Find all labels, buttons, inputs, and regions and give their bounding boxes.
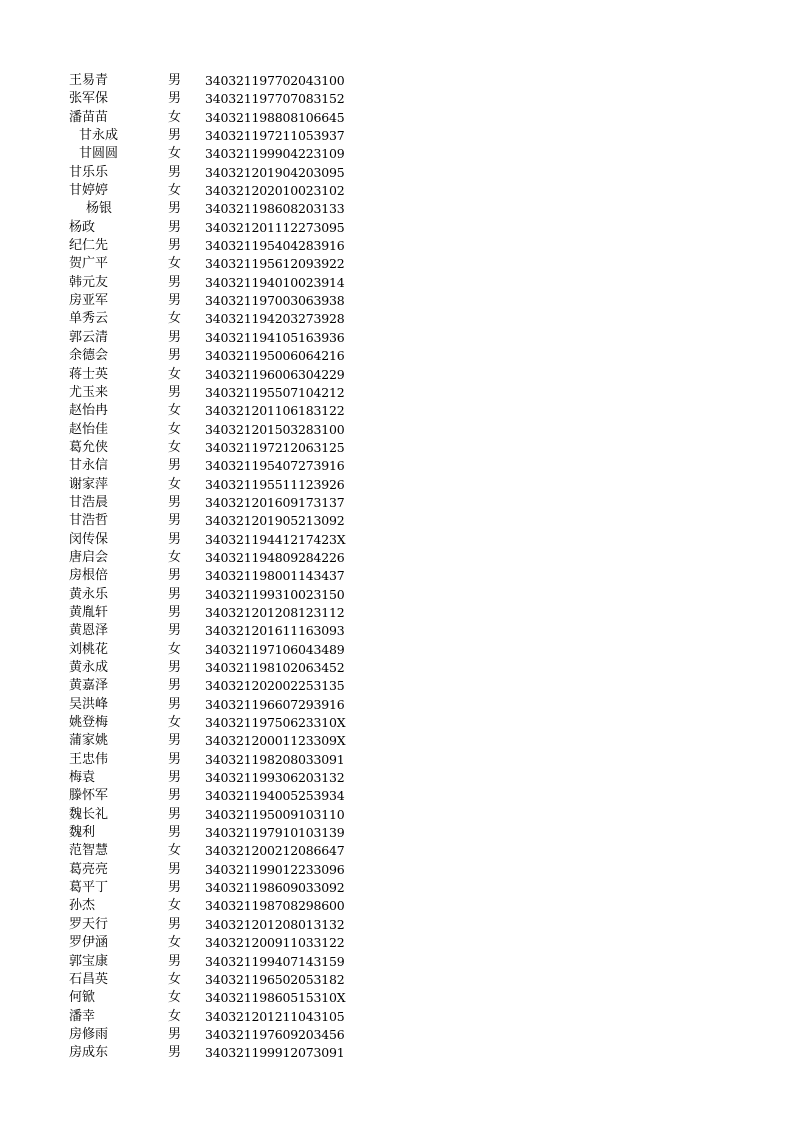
table-row bbox=[0, 806, 793, 824]
id-number-cell: 340321199904223109 bbox=[205, 146, 345, 162]
gender-cell: 女 bbox=[168, 549, 182, 565]
name-cell: 葛允侠 bbox=[69, 439, 109, 455]
table-row bbox=[0, 237, 793, 255]
name-cell: 葛亮亮 bbox=[69, 861, 109, 877]
roster-table bbox=[0, 72, 793, 1063]
table-row bbox=[0, 531, 793, 549]
name-cell: 黄胤轩 bbox=[69, 604, 109, 620]
gender-cell: 女 bbox=[168, 421, 182, 437]
table-row bbox=[0, 512, 793, 530]
gender-cell: 男 bbox=[168, 696, 182, 712]
gender-cell: 男 bbox=[168, 604, 182, 620]
gender-cell: 女 bbox=[168, 1008, 182, 1024]
id-number-cell: 340321198609033092 bbox=[205, 880, 345, 896]
name-cell: 滕怀军 bbox=[69, 788, 109, 804]
id-number-cell: 340321200212086647 bbox=[205, 843, 345, 859]
id-number-cell: 340321199407143159 bbox=[205, 953, 345, 969]
name-cell: 甘婷婷 bbox=[69, 183, 109, 199]
name-cell: 孙杰 bbox=[69, 898, 96, 914]
name-cell: 潘苗苗 bbox=[69, 109, 109, 125]
id-number-cell: 340321199310023150 bbox=[205, 586, 345, 602]
table-row bbox=[0, 567, 793, 585]
id-number-cell: 340321197212063125 bbox=[205, 439, 345, 455]
gender-cell: 女 bbox=[168, 311, 182, 327]
table-row bbox=[0, 127, 793, 145]
name-cell: 贺广平 bbox=[69, 256, 109, 272]
name-cell: 王忠伟 bbox=[69, 751, 109, 767]
name-cell: 甘圆圆 bbox=[79, 146, 119, 162]
gender-cell: 男 bbox=[168, 329, 182, 345]
gender-cell: 男 bbox=[168, 623, 182, 639]
id-number-cell: 340321201106183122 bbox=[205, 403, 345, 419]
table-row bbox=[0, 897, 793, 915]
id-number-cell: 340321194203273928 bbox=[205, 311, 345, 327]
table-row bbox=[0, 971, 793, 989]
name-cell: 蒋士英 bbox=[69, 366, 109, 382]
table-row bbox=[0, 989, 793, 1007]
name-cell: 梅袁 bbox=[69, 770, 96, 786]
table-row bbox=[0, 347, 793, 365]
id-number-cell: 340321202002253135 bbox=[205, 678, 345, 694]
id-number-cell: 340321201503283100 bbox=[205, 421, 345, 437]
table-row bbox=[0, 604, 793, 622]
id-number-cell: 340321201905213092 bbox=[205, 513, 345, 529]
table-row bbox=[0, 219, 793, 237]
name-cell: 杨银 bbox=[86, 201, 113, 217]
name-cell: 房根倍 bbox=[69, 568, 109, 584]
id-number-cell: 340321198808106645 bbox=[205, 109, 345, 125]
gender-cell: 女 bbox=[168, 183, 182, 199]
table-row bbox=[0, 310, 793, 328]
gender-cell: 男 bbox=[168, 916, 182, 932]
gender-cell: 男 bbox=[168, 91, 182, 107]
table-row bbox=[0, 842, 793, 860]
name-cell: 纪仁先 bbox=[69, 238, 109, 254]
id-number-cell: 340321201112273095 bbox=[205, 219, 345, 235]
table-row bbox=[0, 274, 793, 292]
gender-cell: 男 bbox=[168, 201, 182, 217]
gender-cell: 男 bbox=[168, 458, 182, 474]
table-row bbox=[0, 292, 793, 310]
gender-cell: 女 bbox=[168, 898, 182, 914]
name-cell: 刘桃花 bbox=[69, 641, 109, 657]
table-row bbox=[0, 696, 793, 714]
gender-cell: 女 bbox=[168, 146, 182, 162]
gender-cell: 女 bbox=[168, 256, 182, 272]
gender-cell: 女 bbox=[168, 971, 182, 987]
name-cell: 罗天行 bbox=[69, 916, 109, 932]
table-row bbox=[0, 1026, 793, 1044]
table-row bbox=[0, 72, 793, 90]
table-row bbox=[0, 879, 793, 897]
id-number-cell: 340321197003063938 bbox=[205, 293, 345, 309]
gender-cell: 女 bbox=[168, 476, 182, 492]
gender-cell: 男 bbox=[168, 586, 182, 602]
table-row bbox=[0, 549, 793, 567]
id-number-cell: 340321194809284226 bbox=[205, 549, 345, 565]
id-number-cell: 340321198608203133 bbox=[205, 201, 345, 217]
table-row bbox=[0, 366, 793, 384]
name-cell: 罗伊涵 bbox=[69, 935, 109, 951]
id-number-cell: 340321196006304229 bbox=[205, 366, 345, 382]
id-number-cell: 34032119750623310X bbox=[205, 715, 346, 731]
name-cell: 姚登梅 bbox=[69, 715, 109, 731]
id-number-cell: 340321197106043489 bbox=[205, 641, 345, 657]
table-row bbox=[0, 953, 793, 971]
name-cell: 甘永成 bbox=[79, 128, 119, 144]
name-cell: 黄恩泽 bbox=[69, 623, 109, 639]
table-row bbox=[0, 1008, 793, 1026]
name-cell: 王易青 bbox=[69, 73, 109, 88]
gender-cell: 女 bbox=[168, 843, 182, 859]
id-number-cell: 340321202010023102 bbox=[205, 183, 345, 199]
name-cell: 杨政 bbox=[69, 219, 96, 235]
name-cell: 甘乐乐 bbox=[69, 164, 109, 180]
table-row bbox=[0, 861, 793, 879]
name-cell: 何锨 bbox=[69, 990, 96, 1006]
id-number-cell: 340321195507104212 bbox=[205, 384, 345, 400]
gender-cell: 女 bbox=[168, 641, 182, 657]
table-row bbox=[0, 677, 793, 695]
table-row bbox=[0, 476, 793, 494]
table-row bbox=[0, 439, 793, 457]
id-number-cell: 340321195511123926 bbox=[205, 476, 345, 492]
gender-cell: 男 bbox=[168, 513, 182, 529]
gender-cell: 女 bbox=[168, 403, 182, 419]
name-cell: 石昌英 bbox=[69, 971, 109, 987]
gender-cell: 男 bbox=[168, 73, 182, 88]
id-number-cell: 340321195407273916 bbox=[205, 458, 345, 474]
name-cell: 房亚军 bbox=[69, 293, 109, 309]
name-cell: 单秀云 bbox=[69, 311, 109, 327]
id-number-cell: 340321198708298600 bbox=[205, 898, 345, 914]
gender-cell: 男 bbox=[168, 1045, 182, 1061]
gender-cell: 男 bbox=[168, 128, 182, 144]
id-number-cell: 340321194010023914 bbox=[205, 274, 345, 290]
table-row bbox=[0, 622, 793, 640]
gender-cell: 男 bbox=[168, 678, 182, 694]
name-cell: 房修雨 bbox=[69, 1026, 109, 1042]
name-cell: 甘浩晨 bbox=[69, 494, 109, 510]
id-number-cell: 340321201904203095 bbox=[205, 164, 345, 180]
gender-cell: 男 bbox=[168, 825, 182, 841]
name-cell: 甘浩哲 bbox=[69, 513, 109, 529]
id-number-cell: 340321200911033122 bbox=[205, 935, 345, 951]
gender-cell: 男 bbox=[168, 531, 182, 547]
table-row bbox=[0, 586, 793, 604]
table-row bbox=[0, 182, 793, 200]
gender-cell: 女 bbox=[168, 935, 182, 951]
name-cell: 房成东 bbox=[69, 1045, 109, 1061]
gender-cell: 男 bbox=[168, 751, 182, 767]
id-number-cell: 340321198001143437 bbox=[205, 568, 345, 584]
id-number-cell: 340321199012233096 bbox=[205, 861, 345, 877]
name-cell: 余德会 bbox=[69, 348, 109, 364]
id-number-cell: 340321197910103139 bbox=[205, 825, 345, 841]
table-row bbox=[0, 457, 793, 475]
gender-cell: 男 bbox=[168, 733, 182, 749]
table-row bbox=[0, 145, 793, 163]
gender-cell: 男 bbox=[168, 238, 182, 254]
id-number-cell: 34032119441217423X bbox=[205, 531, 346, 547]
gender-cell: 男 bbox=[168, 953, 182, 969]
table-row bbox=[0, 109, 793, 127]
gender-cell: 男 bbox=[168, 164, 182, 180]
id-number-cell: 340321197609203456 bbox=[205, 1026, 345, 1042]
gender-cell: 女 bbox=[168, 366, 182, 382]
table-row bbox=[0, 164, 793, 182]
table-row bbox=[0, 641, 793, 659]
id-number-cell: 340321195009103110 bbox=[205, 806, 345, 822]
id-number-cell: 340321197702043100 bbox=[205, 73, 345, 88]
gender-cell: 男 bbox=[168, 274, 182, 290]
table-row bbox=[0, 384, 793, 402]
id-number-cell: 340321196607293916 bbox=[205, 696, 345, 712]
name-cell: 黄永乐 bbox=[69, 586, 109, 602]
id-number-cell: 340321199306203132 bbox=[205, 770, 345, 786]
name-cell: 谢家萍 bbox=[69, 476, 109, 492]
table-row bbox=[0, 714, 793, 732]
name-cell: 范智慧 bbox=[69, 843, 109, 859]
id-number-cell: 340321198208033091 bbox=[205, 751, 345, 767]
id-number-cell: 340321194005253934 bbox=[205, 788, 345, 804]
id-number-cell: 340321197211053937 bbox=[205, 128, 345, 144]
name-cell: 郭云清 bbox=[69, 329, 109, 345]
id-number-cell: 340321201211043105 bbox=[205, 1008, 345, 1024]
gender-cell: 男 bbox=[168, 770, 182, 786]
table-row bbox=[0, 402, 793, 420]
table-row bbox=[0, 787, 793, 805]
table-row bbox=[0, 329, 793, 347]
gender-cell: 女 bbox=[168, 439, 182, 455]
table-row bbox=[0, 769, 793, 787]
gender-cell: 男 bbox=[168, 788, 182, 804]
table-row bbox=[0, 200, 793, 218]
id-number-cell: 340321197707083152 bbox=[205, 91, 345, 107]
table-row bbox=[0, 255, 793, 273]
id-number-cell: 340321198102063452 bbox=[205, 660, 345, 675]
name-cell: 蒲家姚 bbox=[69, 733, 109, 749]
name-cell: 郭宝康 bbox=[69, 953, 109, 969]
name-cell: 甘永信 bbox=[69, 458, 109, 474]
id-number-cell: 34032119860515310X bbox=[205, 990, 346, 1006]
gender-cell: 男 bbox=[168, 348, 182, 364]
name-cell: 魏利 bbox=[69, 825, 96, 841]
gender-cell: 男 bbox=[168, 660, 182, 675]
table-row bbox=[0, 90, 793, 108]
gender-cell: 男 bbox=[168, 806, 182, 822]
gender-cell: 男 bbox=[168, 293, 182, 309]
id-number-cell: 340321199912073091 bbox=[205, 1045, 345, 1061]
id-number-cell: 340321196502053182 bbox=[205, 971, 345, 987]
table-row bbox=[0, 494, 793, 512]
table-row bbox=[0, 824, 793, 842]
name-cell: 赵怡冉 bbox=[69, 403, 109, 419]
gender-cell: 女 bbox=[168, 715, 182, 731]
name-cell: 韩元友 bbox=[69, 274, 109, 290]
id-number-cell: 340321201611163093 bbox=[205, 623, 345, 639]
table-row bbox=[0, 659, 793, 677]
name-cell: 吴洪峰 bbox=[69, 696, 109, 712]
gender-cell: 男 bbox=[168, 1026, 182, 1042]
id-number-cell: 340321201208123112 bbox=[205, 604, 345, 620]
id-number-cell: 340321194105163936 bbox=[205, 329, 345, 345]
table-row bbox=[0, 1044, 793, 1062]
name-cell: 魏长礼 bbox=[69, 806, 109, 822]
gender-cell: 男 bbox=[168, 861, 182, 877]
id-number-cell: 34032120001123309X bbox=[205, 733, 346, 749]
table-row bbox=[0, 934, 793, 952]
gender-cell: 男 bbox=[168, 494, 182, 510]
id-number-cell: 340321201208013132 bbox=[205, 916, 345, 932]
table-row bbox=[0, 751, 793, 769]
name-cell: 唐启会 bbox=[69, 549, 109, 565]
id-number-cell: 340321201609173137 bbox=[205, 494, 345, 510]
name-cell: 赵怡佳 bbox=[69, 421, 109, 437]
gender-cell: 男 bbox=[168, 880, 182, 896]
name-cell: 尤玉来 bbox=[69, 384, 109, 400]
table-row bbox=[0, 916, 793, 934]
table-row bbox=[0, 732, 793, 750]
gender-cell: 女 bbox=[168, 109, 182, 125]
name-cell: 张军保 bbox=[69, 91, 109, 107]
gender-cell: 男 bbox=[168, 568, 182, 584]
name-cell: 潘幸 bbox=[69, 1008, 96, 1024]
gender-cell: 男 bbox=[168, 384, 182, 400]
name-cell: 黄嘉泽 bbox=[69, 678, 109, 694]
gender-cell: 男 bbox=[168, 219, 182, 235]
name-cell: 葛平丁 bbox=[69, 880, 109, 896]
gender-cell: 女 bbox=[168, 990, 182, 1006]
name-cell: 闵传保 bbox=[69, 531, 109, 547]
id-number-cell: 340321195006064216 bbox=[205, 348, 345, 364]
id-number-cell: 340321195612093922 bbox=[205, 256, 345, 272]
id-number-cell: 340321195404283916 bbox=[205, 238, 345, 254]
name-cell: 黄永成 bbox=[69, 660, 109, 675]
table-row bbox=[0, 421, 793, 439]
